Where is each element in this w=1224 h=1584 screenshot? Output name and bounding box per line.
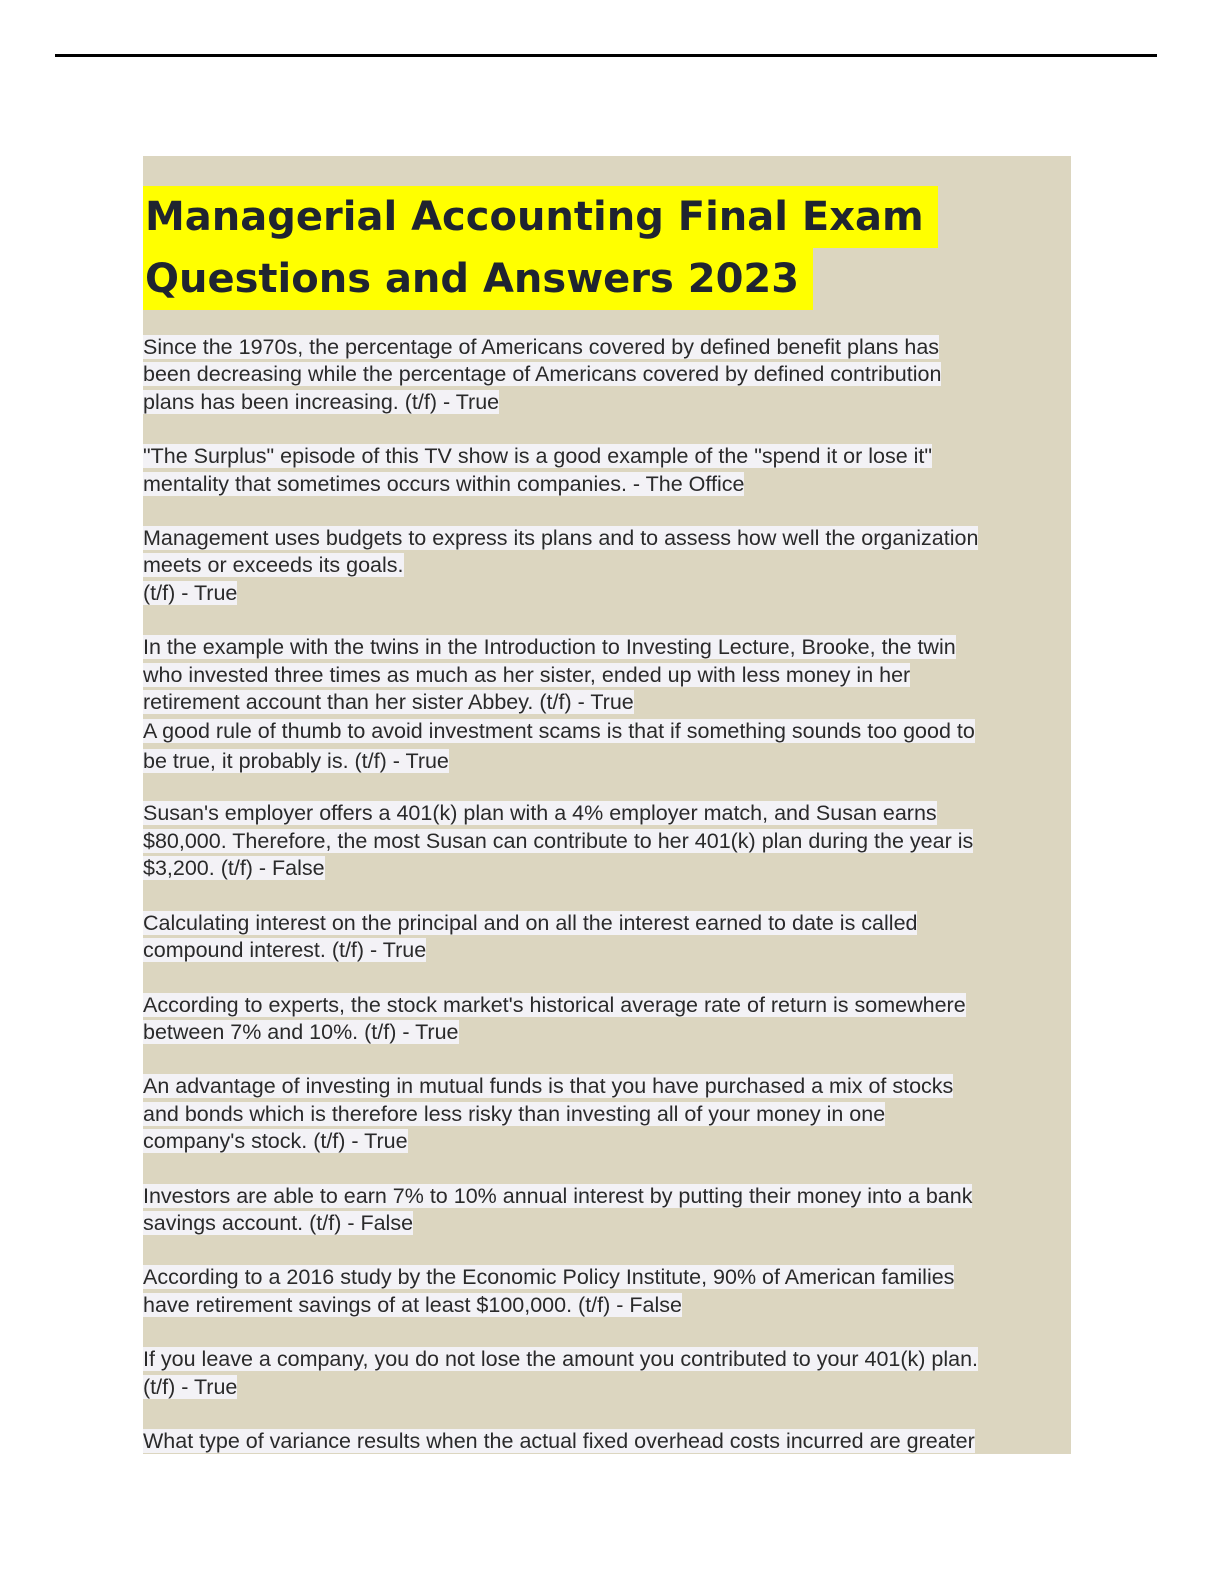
qa-line: who invested three times as much as her sister, ended up with less money in her <box>143 662 911 687</box>
qa-item-13 <box>143 1428 1071 1455</box>
qa-line: In the example with the twins in the Introduction to Investing Lecture, Brooke, the twin <box>143 635 956 660</box>
qa-line: An advantage of investing in mutual funds is that you have purchased a mix of stocks <box>143 1074 954 1099</box>
qa-line: "The Surplus" episode of this TV show is a good example of the "spend it or lose it" <box>143 444 933 469</box>
qa-line: savings account. (t/f) - False <box>143 1210 414 1235</box>
qa-line: mentality that sometimes occurs within companies. - The Office <box>143 471 745 496</box>
qa-line: If you leave a company, you do not lose the amount you contributed to your 401(k) plan. <box>143 1347 979 1372</box>
qa-line: between 7% and 10%. (t/f) - True <box>143 1019 459 1044</box>
qa-item-2 <box>143 443 1071 498</box>
qa-item-5 <box>143 716 1071 776</box>
title-line-1: Managerial Accounting Final Exam <box>143 186 938 248</box>
qa-item-6 <box>143 800 1071 882</box>
qa-line: company's stock. (t/f) - True <box>143 1129 408 1154</box>
qa-line: be true, it probably is. (t/f) - True <box>143 749 449 774</box>
qa-item-12 <box>143 1346 1071 1401</box>
qa-item-11 <box>143 1264 1071 1319</box>
qa-line: and bonds which is therefore less risky than investing all of your money in one <box>143 1101 886 1126</box>
qa-item-3 <box>143 525 1071 607</box>
qa-item-4 <box>143 634 1071 716</box>
title-line-2: Questions and Answers 2023 <box>143 248 813 310</box>
qa-line: compound interest. (t/f) - True <box>143 938 427 963</box>
qa-item-7 <box>143 910 1071 965</box>
qa-line: retirement account than her sister Abbey. (t/f) - True <box>143 690 634 715</box>
qa-item-1 <box>143 334 1071 416</box>
qa-line: According to experts, the stock market's historical average rate of return is somewhere <box>143 992 966 1017</box>
qa-item-8 <box>143 992 1071 1047</box>
document-title <box>143 186 938 310</box>
qa-line: (t/f) - True <box>143 580 238 605</box>
qa-line: Management uses budgets to express its plans and to assess how well the organization <box>143 526 979 551</box>
qa-line: $3,200. (t/f) - False <box>143 856 325 881</box>
qa-line: (t/f) - True <box>143 1374 238 1399</box>
qa-line: According to a 2016 study by the Economic Policy Institute, 90% of American families <box>143 1265 955 1290</box>
qa-line: Calculating interest on the principal and on all the interest earned to date is called <box>143 910 918 935</box>
qa-line: What type of variance results when the actual fixed overhead costs incurred are greater <box>143 1428 975 1453</box>
qa-item-10 <box>143 1183 1071 1238</box>
qa-item-9 <box>143 1073 1071 1155</box>
qa-line: Susan's employer offers a 401(k) plan with a 4% employer match, and Susan earns <box>143 801 937 826</box>
qa-line: plans has been increasing. (t/f) - True <box>143 389 500 414</box>
qa-line: meets or exceeds its goals. <box>143 553 404 578</box>
top-rule <box>55 54 1157 57</box>
qa-line: $80,000. Therefore, the most Susan can contribute to her 401(k) plan during the year is <box>143 828 974 853</box>
qa-line: A good rule of thumb to avoid investment scams is that if something sounds too good to <box>143 719 975 744</box>
qa-line: been decreasing while the percentage of Americans covered by defined contribution <box>143 362 942 387</box>
qa-list <box>143 334 1071 1455</box>
qa-line: Since the 1970s, the percentage of Americans covered by defined benefit plans has <box>143 335 940 359</box>
qa-line: Investors are able to earn 7% to 10% annual interest by putting their money into a bank <box>143 1183 973 1208</box>
qa-line: have retirement savings of at least $100,000. (t/f) - False <box>143 1292 682 1317</box>
